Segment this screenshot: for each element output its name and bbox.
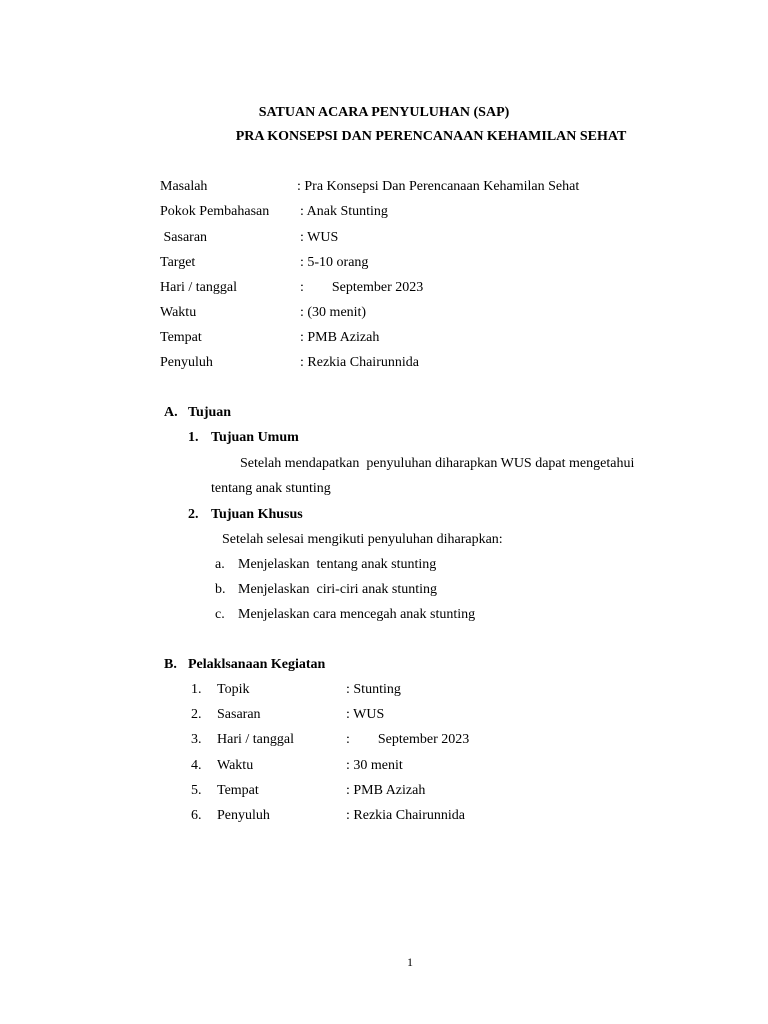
activity-label-tempat: Tempat bbox=[217, 783, 259, 798]
info-value-tempat: : PMB Azizah bbox=[300, 330, 380, 345]
section-b-marker: B. bbox=[164, 657, 177, 672]
info-value-waktu: : (30 menit) bbox=[300, 305, 367, 320]
info-value-penyuluh: : Rezkia Chairunnida bbox=[300, 355, 419, 370]
section-b-heading: Pelaklsanaan Kegiatan bbox=[188, 657, 326, 672]
activity-value-waktu: : 30 menit bbox=[346, 758, 403, 773]
info-label-pokok-pembahasan: Pokok Pembahasan bbox=[160, 204, 270, 219]
activity-number: 6. bbox=[191, 808, 202, 823]
info-value-hari-tanggal: : September 2023 bbox=[300, 280, 424, 295]
activity-label-penyuluh: Penyuluh bbox=[217, 808, 270, 823]
list-item: Menjelaskan ciri-ciri anak stunting bbox=[238, 582, 438, 597]
page-number: 1 bbox=[407, 955, 413, 969]
list-item: Menjelaskan cara mencegah anak stunting bbox=[238, 607, 476, 622]
tujuan-umum-text-line2: tentang anak stunting bbox=[211, 481, 331, 496]
activity-label-waktu: Waktu bbox=[217, 758, 254, 773]
info-label-target: Target bbox=[160, 255, 196, 270]
info-value-sasaran: : WUS bbox=[300, 230, 339, 245]
activity-value-tempat: : PMB Azizah bbox=[346, 783, 426, 798]
activity-value-penyuluh: : Rezkia Chairunnida bbox=[346, 808, 465, 823]
activity-number: 3. bbox=[191, 732, 202, 747]
document-title: SATUAN ACARA PENYULUHAN (SAP) bbox=[258, 105, 510, 120]
activity-number: 2. bbox=[191, 707, 202, 722]
activity-label-topik: Topik bbox=[217, 682, 250, 697]
activity-label-hari-tanggal: Hari / tanggal bbox=[217, 732, 294, 747]
tujuan-umum-heading: Tujuan Umum bbox=[211, 430, 299, 445]
info-label-waktu: Waktu bbox=[160, 305, 197, 320]
document-subtitle: PRA KONSEPSI DAN PERENCANAAN KEHAMILAN SEHAT bbox=[235, 129, 627, 144]
activity-label-sasaran: Sasaran bbox=[217, 707, 261, 722]
activity-number: 5. bbox=[191, 783, 202, 798]
tujuan-umum-text-line1: Setelah mendapatkan penyuluhan diharapkan WUS dapat mengetahui bbox=[240, 456, 635, 471]
tujuan-umum-number: 1. bbox=[188, 430, 199, 445]
tujuan-khusus-intro: Setelah selesai mengikuti penyuluhan diharapkan: bbox=[222, 532, 503, 547]
info-value-target: : 5-10 orang bbox=[300, 255, 369, 270]
section-a-heading: Tujuan bbox=[188, 405, 232, 420]
info-label-masalah: Masalah bbox=[160, 179, 208, 194]
activity-number: 4. bbox=[191, 758, 202, 773]
info-label-sasaran: Sasaran bbox=[160, 230, 208, 245]
info-value-masalah: : Pra Konsepsi Dan Perencanaan Kehamilan Sehat bbox=[297, 179, 580, 194]
list-item-marker: b. bbox=[215, 582, 226, 597]
info-value-pokok-pembahasan: : Anak Stunting bbox=[300, 204, 388, 219]
activity-value-sasaran: : WUS bbox=[346, 707, 385, 722]
list-item-marker: a. bbox=[215, 557, 225, 572]
info-label-penyuluh: Penyuluh bbox=[160, 355, 213, 370]
tujuan-khusus-heading: Tujuan Khusus bbox=[211, 507, 303, 522]
info-label-hari-tanggal: Hari / tanggal bbox=[160, 280, 237, 295]
activity-value-topik: : Stunting bbox=[346, 682, 401, 697]
activity-value-hari-tanggal: : September 2023 bbox=[346, 732, 470, 747]
info-label-tempat: Tempat bbox=[160, 330, 202, 345]
list-item: Menjelaskan tentang anak stunting bbox=[238, 557, 437, 572]
section-a-marker: A. bbox=[164, 405, 178, 420]
tujuan-khusus-number: 2. bbox=[188, 507, 199, 522]
activity-number: 1. bbox=[191, 682, 202, 697]
list-item-marker: c. bbox=[215, 607, 225, 622]
